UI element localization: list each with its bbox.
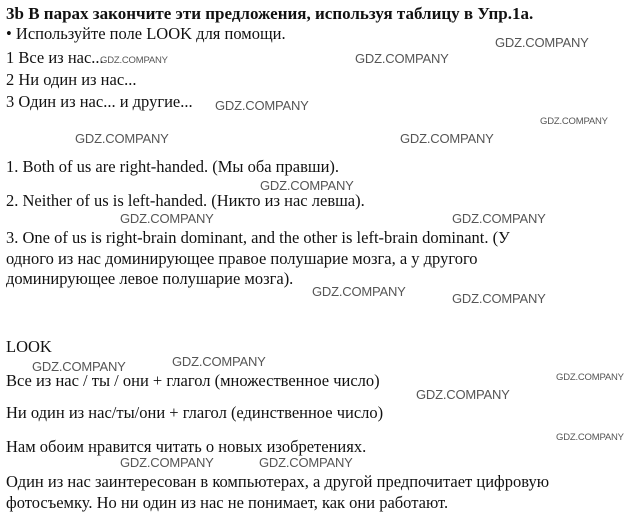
watermark: GDZ.COMPANY: [312, 284, 406, 299]
watermark: GDZ.COMPANY: [452, 291, 546, 306]
look-line-1: Все из нас / ты / они + глагол (множественное число): [6, 371, 380, 390]
prompt-1: 1 Все из нас...: [6, 48, 104, 67]
watermark: GDZ.COMPANY: [100, 55, 168, 66]
answer-3-line-3: доминирующее левое полушарие мозга).: [6, 269, 294, 288]
watermark: GDZ.COMPANY: [259, 455, 353, 470]
exercise-title: 3b В парах закончите эти предложения, используя таблицу в Упр.1а.: [6, 4, 534, 23]
watermark: GDZ.COMPANY: [120, 211, 214, 226]
watermark: GDZ.COMPANY: [400, 131, 494, 146]
watermark: GDZ.COMPANY: [260, 178, 354, 193]
answer-3-line-2: одного из нас доминирующее правое полушарие мозга, а у другого: [6, 249, 478, 268]
watermark: GDZ.COMPANY: [215, 98, 309, 113]
watermark: GDZ.COMPANY: [556, 432, 624, 443]
look-line-4: Один из нас заинтересован в компьютерах, а другой предпочитает цифровую: [6, 472, 550, 491]
watermark: GDZ.COMPANY: [452, 211, 546, 226]
prompt-3: 3 Один из нас... и другие...: [6, 92, 193, 111]
answer-2: 2. Neither of us is left-handed. (Никто из нас левша).: [6, 191, 365, 210]
look-line-2: Ни один из нас/ты/они + глагол (единственное число): [6, 403, 384, 422]
watermark: GDZ.COMPANY: [120, 455, 214, 470]
watermark: GDZ.COMPANY: [172, 354, 266, 369]
watermark: GDZ.COMPANY: [495, 35, 589, 50]
watermark: GDZ.COMPANY: [32, 359, 126, 374]
watermark: GDZ.COMPANY: [416, 387, 510, 402]
watermark: GDZ.COMPANY: [540, 116, 608, 127]
watermark: GDZ.COMPANY: [75, 131, 169, 146]
look-line-5: фотосъемку. Но ни один из нас не понимает, как они работают.: [6, 493, 449, 512]
answer-1: 1. Both of us are right-handed. (Мы оба правши).: [6, 157, 340, 176]
watermark: GDZ.COMPANY: [355, 51, 449, 66]
watermark: GDZ.COMPANY: [556, 372, 624, 383]
prompt-2: 2 Ни один из нас...: [6, 70, 137, 89]
answer-3-line-1: 3. One of us is right-brain dominant, and the other is left-brain dominant. (У: [6, 228, 510, 247]
look-heading: LOOK: [6, 337, 52, 356]
look-line-3: Нам обоим нравится читать о новых изобретениях.: [6, 437, 367, 456]
exercise-hint: • Используйте поле LOOK для помощи.: [6, 24, 286, 43]
